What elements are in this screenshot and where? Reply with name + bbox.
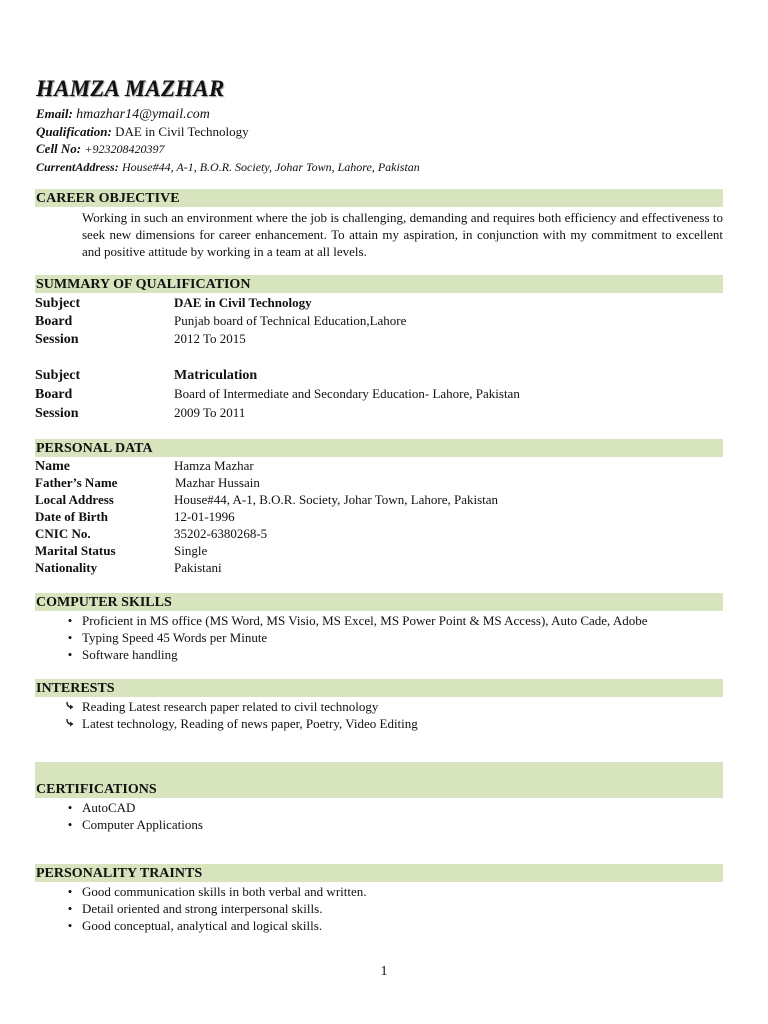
list-item (67, 646, 723, 663)
section-heading: CAREER OBJECTIVE (35, 189, 723, 207)
disc-bullet-icon: • (67, 901, 73, 916)
session-value: 2012 To 2015 (174, 331, 246, 346)
disc-bullet-icon: • (67, 884, 73, 899)
certifications-list (35, 799, 723, 833)
list-item-text: Latest technology, Reading of news paper, Poetry, Video Editing (82, 716, 418, 731)
contact-block (36, 105, 420, 176)
board-row (35, 386, 723, 405)
subject-row (35, 295, 723, 313)
traits-list (35, 883, 723, 934)
career-objective-section (35, 189, 723, 260)
board-value: Board of Intermediate and Secondary Education- Lahore, Pakistan (174, 386, 520, 401)
personal-value: House#44, A-1, B.O.R. Society, Johar Town, Lahore, Pakistan (174, 492, 499, 507)
list-item (67, 917, 723, 934)
subject-value: DAE in Civil Technology (174, 295, 312, 310)
section-heading: COMPUTER SKILLS (35, 593, 723, 611)
list-item-text: AutoCAD (82, 800, 136, 815)
address-value: House#44, A-1, B.O.R. Society, Johar Town, Lahore, Pakistan (121, 160, 420, 174)
personal-label: Date of Birth (35, 509, 108, 524)
interests-list (35, 698, 723, 732)
board-label: Board (35, 387, 73, 402)
email-value[interactable]: hmazhar14@ymail.com (76, 107, 210, 122)
disc-bullet-icon: • (67, 630, 73, 645)
page-number: 1 (380, 964, 388, 979)
personal-value: Pakistani (174, 560, 222, 575)
personal-value: Single (174, 543, 208, 558)
list-item (67, 612, 723, 629)
board-value: Punjab board of Technical Education,Lahore (174, 313, 407, 328)
personal-row (35, 526, 723, 543)
list-item-text: Computer Applications (82, 817, 203, 832)
qualification-section (35, 275, 723, 423)
section-heading: SUMMARY OF QUALIFICATION (35, 275, 723, 293)
session-value: 2009 To 2011 (174, 405, 246, 420)
qualification-entry (35, 295, 723, 349)
personality-traits-section (35, 864, 723, 934)
list-item (67, 799, 723, 816)
personal-data-table (35, 458, 723, 577)
section-heading: PERSONALITY TRAINTS (35, 864, 723, 882)
personal-label: CNIC No. (35, 526, 91, 541)
qualification-value: DAE in Civil Technology (115, 124, 249, 139)
list-item-text: Good communication skills in both verbal and written. (82, 884, 367, 899)
qualification-entry (35, 368, 723, 423)
cell-value: +923208420397 (84, 142, 165, 156)
qualification-row (36, 123, 420, 140)
list-item (67, 900, 723, 917)
session-row (35, 331, 723, 349)
section-heading: INTERESTS (35, 679, 723, 697)
personal-value: 12-01-1996 (174, 509, 235, 524)
list-item-text: Detail oriented and strong interpersonal skills. (82, 901, 323, 916)
address-row (36, 158, 420, 176)
qualification-label: Qualification: (36, 124, 112, 139)
interests-section (35, 679, 723, 732)
board-row (35, 313, 723, 331)
list-item (82, 715, 723, 732)
personal-label: Local Address (35, 492, 114, 507)
personal-value: 35202-6380268-5 (174, 526, 268, 541)
personal-label: Marital Status (35, 543, 116, 558)
list-item (67, 629, 723, 646)
personal-row (35, 492, 723, 509)
personal-value: Mazhar Hussain (175, 475, 260, 490)
disc-bullet-icon: • (67, 817, 73, 832)
personal-row (35, 475, 723, 492)
email-row (36, 105, 420, 123)
candidate-name: HAMZA MAZHAR (36, 76, 225, 101)
session-label: Session (35, 332, 79, 347)
subject-value: Matriculation (174, 368, 258, 383)
section-heading: CERTIFICATIONS (35, 762, 723, 798)
personal-row (35, 509, 723, 526)
subject-label: Subject (35, 368, 81, 383)
personal-row (35, 560, 723, 577)
certifications-section (35, 762, 723, 833)
disc-bullet-icon: • (67, 613, 73, 628)
personal-data-section (35, 439, 723, 577)
cell-label: Cell No: (36, 141, 82, 156)
list-item (67, 816, 723, 833)
personal-label: Name (35, 459, 70, 474)
personal-value: Hamza Mazhar (174, 458, 254, 473)
personal-row (35, 458, 723, 475)
disc-bullet-icon: • (67, 800, 73, 815)
board-label: Board (35, 314, 73, 329)
computer-skills-list (35, 612, 723, 663)
list-item-text: Reading Latest research paper related to civil technology (82, 699, 379, 714)
section-heading: PERSONAL DATA (35, 439, 723, 457)
personal-label: Father’s Name (35, 475, 118, 490)
career-objective-text: Working in such an environment where the job is challenging, demanding and requires both efficiency and effectiveness to seek new dimensions for career enhancement. To attain my aspiration, in conjunction with my commitment to excellent and positive attitude by working in a team at all levels. (82, 210, 723, 259)
list-item-text: Good conceptual, analytical and logical skills. (82, 918, 323, 933)
list-item-text: Typing Speed 45 Words per Minute (82, 630, 268, 645)
subject-row (35, 368, 723, 386)
computer-skills-section (35, 593, 723, 663)
email-label: Email: (36, 106, 73, 121)
session-row (35, 405, 723, 423)
cell-row (36, 140, 420, 158)
address-label: CurrentAddress: (36, 160, 119, 174)
subject-label: Subject (35, 296, 81, 311)
disc-bullet-icon: • (67, 918, 73, 933)
list-item (67, 883, 723, 900)
list-item (82, 698, 723, 715)
personal-row (35, 543, 723, 560)
personal-label: Nationality (35, 560, 98, 575)
disc-bullet-icon: • (67, 647, 73, 662)
list-item-text: Software handling (82, 647, 178, 662)
list-item-text: Proficient in MS office (MS Word, MS Visio, MS Excel, MS Power Point & MS Access), Auto Cade, Adobe (82, 613, 648, 628)
curved-arrow-bullet-icon (63, 698, 77, 715)
curved-arrow-bullet-icon (63, 715, 77, 732)
session-label: Session (35, 406, 79, 421)
